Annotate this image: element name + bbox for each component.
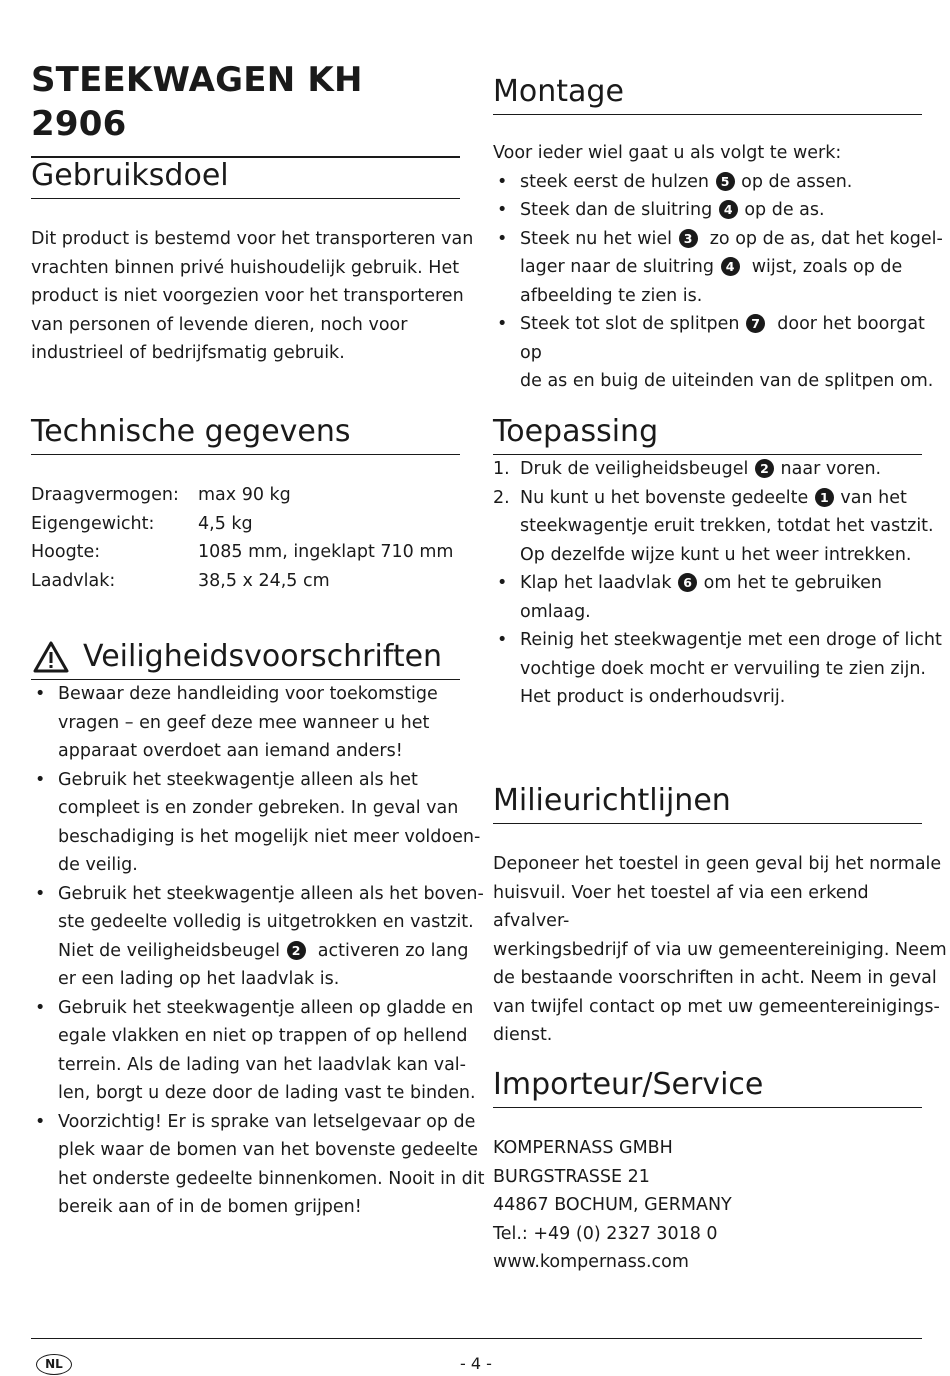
text-line: Op dezelfde wijze kunt u het weer intrekken. (520, 544, 912, 565)
text-line: van personen of levende dieren, noch voor (31, 314, 408, 335)
text-line (520, 225, 950, 254)
text-span: van het (840, 487, 907, 508)
text-span: Steek dan de sluitring (520, 200, 713, 220)
step-number: 2. (493, 487, 510, 508)
heading-importeur: Importeur/Service (493, 1065, 922, 1108)
tech-value: 38,5 x 24,5 cm (198, 570, 330, 591)
text-line: er een lading op het laadvlak is. (58, 969, 340, 989)
tech-value: 1085 mm, ingeklapt 710 mm (198, 542, 454, 562)
text-line: Het product is onderhoudsvrij. (520, 687, 786, 707)
text-line: dienst. (493, 1025, 553, 1045)
text-line: vragen – en geef deze mee wanneer u het (58, 712, 430, 733)
text-line: • Gebruik het steekwagentje alleen als het (58, 769, 418, 790)
text-span: wijst, zoals op de (751, 257, 903, 277)
text-line: vrachten binnen privé huishoudelijk gebruik. Het (31, 257, 460, 278)
text-line: omlaag. (520, 601, 591, 622)
bullet-glyph: • (497, 630, 508, 650)
website-url: www.kompernass.com (493, 1252, 689, 1272)
gebruiksdoel-text (31, 225, 473, 368)
heading-technische-gegevens: Technische gegevens (31, 412, 460, 455)
text-line: Reinig het steekwagentje met een droge of licht (520, 630, 942, 650)
text-line: terrein. Als de lading van het laadvlak kan val- (58, 1054, 466, 1075)
text-span: op de as. (744, 200, 825, 220)
tech-label: Eigengewicht: (31, 513, 155, 534)
list-item (493, 168, 950, 197)
list-item (31, 880, 484, 994)
phone-number: Tel.: +49 (0) 2327 3018 0 (493, 1223, 718, 1244)
tech-row (31, 510, 453, 539)
text-span: activeren zo lang (317, 940, 469, 961)
safety-list (31, 680, 484, 1222)
text-line: Deponeer het toestel in geen geval bij het normale (493, 854, 942, 874)
text-line: len, borgt u deze door de lading vast te binden. (58, 1083, 476, 1103)
part-number-badge: 1 (815, 488, 834, 507)
text-line: • Gebruik het steekwagentje alleen als het boven- (58, 883, 484, 904)
part-number-badge: 3 (679, 229, 698, 248)
list-item (31, 994, 484, 1108)
warning-triangle-icon (33, 640, 69, 674)
section-importeur (493, 1065, 922, 1277)
text-line: • Voorzichtig! Er is sprake van letselgevaar op de (58, 1111, 476, 1132)
text-line: steekwagentje eruit trekken, totdat het vastzit. (520, 516, 934, 536)
text-line: vochtige doek mocht er vervuiling te zien zijn. (520, 658, 926, 679)
text-span: zo op de as, dat het kogel- (709, 228, 943, 249)
text-span: naar voren. (780, 459, 882, 479)
text-line (520, 484, 942, 513)
heading-montage: Montage (493, 72, 922, 115)
part-number-badge: 6 (678, 573, 697, 592)
section-gebruiksdoel (31, 156, 473, 368)
text-span: door het boorgat op (520, 314, 925, 363)
list-item (493, 310, 950, 396)
text-span: steek eerst de hulzen (520, 171, 710, 192)
text-span: Klap het laadvlak (520, 573, 672, 593)
text-line: werkingsbedrijf of via uw gemeentereiniging. Neem (493, 939, 947, 960)
part-number-badge: 2 (287, 941, 306, 960)
list-item (493, 225, 950, 311)
text-line: Dit product is bestemd voor het transporteren van (31, 229, 474, 249)
heading-veiligheid: Veiligheidsvoorschriften (83, 639, 443, 674)
text-line: het onderste gedeelte binnenkomen. Nooit in dit (58, 1168, 485, 1189)
text-line (520, 310, 950, 367)
montage-content (493, 139, 950, 396)
text-line: • Gebruik het steekwagentje alleen op gladde en (58, 997, 474, 1018)
text-line: afbeelding te zien is. (520, 285, 703, 306)
list-item (493, 569, 942, 626)
importeur-address (493, 1134, 922, 1277)
tech-row (31, 481, 453, 510)
text-span: Steek nu het wiel (520, 228, 673, 249)
list-item (31, 766, 484, 880)
text-span: lager naar de sluitring (520, 257, 715, 277)
heading-toepassing: Toepassing (493, 412, 922, 455)
part-number-badge: 4 (719, 200, 738, 219)
text-line: • Bewaar deze handleiding voor toekomstige (58, 684, 438, 704)
text-line: ste gedeelte volledig is uitgetrokken en vastzit. (58, 912, 474, 932)
heading-row-veiligheid (31, 637, 460, 680)
bullet-glyph: • (497, 573, 508, 593)
montage-list (493, 168, 950, 396)
tech-label: Draagvermogen: (31, 485, 179, 505)
city-address: 44867 BOCHUM, GERMANY (493, 1195, 732, 1215)
text-line: huisvuil. Voer het toestel af via een erkend afvalver- (493, 882, 869, 931)
list-item (493, 455, 942, 484)
section-montage (493, 72, 950, 396)
text-line: de bestaande voorschriften in acht. Neem in geval (493, 968, 937, 988)
section-toepassing (493, 412, 942, 712)
company-name: KOMPERNASS GMBH (493, 1138, 673, 1158)
footer-divider (31, 1338, 922, 1339)
part-number-badge: 4 (721, 257, 740, 276)
section-milieu (493, 781, 950, 1050)
text-line: de as en buig de uiteinden van de splitpen om. (520, 371, 934, 391)
tech-value: 4,5 kg (198, 513, 253, 534)
street-address: BURGSTRASSE 21 (493, 1166, 650, 1187)
montage-intro: Voor ieder wiel gaat u als volgt te werk: (493, 143, 842, 163)
text-line: de veilig. (58, 855, 138, 875)
text-line: apparaat overdoet aan iemand anders! (58, 741, 403, 761)
tech-table (31, 481, 453, 595)
text-span: Druk de veiligheidsbeugel (520, 459, 749, 479)
section-technische-gegevens (31, 412, 460, 595)
text-line (58, 937, 484, 966)
text-span: Niet de veiligheidsbeugel (58, 940, 281, 961)
heading-milieu: Milieurichtlijnen (493, 781, 922, 824)
section-veiligheid (31, 637, 484, 1222)
heading-gebruiksdoel: Gebruiksdoel (31, 156, 460, 199)
text-line: industrieel of bedrijfsmatig gebruik. (31, 343, 345, 363)
page-title: STEEKWAGEN KH 2906 (31, 58, 460, 158)
tech-row (31, 567, 453, 596)
part-number-badge: 5 (716, 172, 735, 191)
part-number-badge: 2 (755, 459, 774, 478)
text-line (520, 569, 942, 598)
language-badge: NL (36, 1354, 72, 1375)
list-item (493, 196, 950, 225)
milieu-text (493, 850, 950, 1050)
text-line: plek waar de bomen van het bovenste gedeelte (58, 1140, 479, 1160)
tech-row (31, 538, 453, 567)
text-line: egale vlakken en niet op trappen of op hellend (58, 1026, 468, 1046)
text-line: beschadiging is het mogelijk niet meer voldoen- (58, 826, 481, 847)
list-item (493, 484, 942, 570)
tech-value: max 90 kg (198, 485, 291, 505)
tech-label: Laadvlak: (31, 570, 116, 591)
text-span: Steek tot slot de splitpen (520, 314, 740, 334)
page-number: - 4 - (460, 1354, 492, 1373)
list-item (31, 680, 484, 766)
text-line (520, 253, 950, 282)
text-line: compleet is en zonder gebreken. In geval van (58, 798, 459, 818)
text-line: bereik aan of in de bomen grijpen! (58, 1197, 362, 1217)
tech-label: Hoogte: (31, 542, 101, 562)
text-span: op de assen. (741, 171, 853, 192)
part-number-badge: 7 (746, 314, 765, 333)
list-item (493, 626, 942, 712)
text-line: product is niet voorgezien voor het transporteren (31, 286, 464, 306)
text-span: Nu kunt u het bovenste gedeelte (520, 487, 809, 508)
list-item (31, 1108, 484, 1222)
text-span: om het te gebruiken (703, 573, 882, 593)
text-line: van twijfel contact op met uw gemeentereinigings- (493, 996, 940, 1017)
step-number: 1. (493, 459, 510, 479)
toepassing-list (493, 455, 942, 712)
